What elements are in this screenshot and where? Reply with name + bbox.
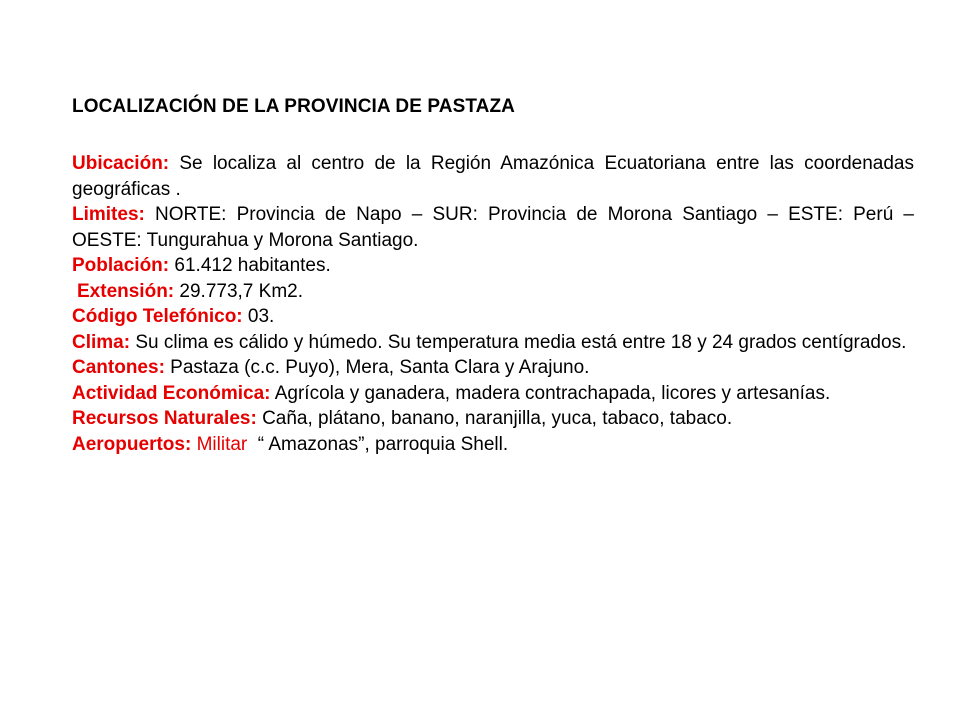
field-codigo bbox=[72, 304, 914, 330]
field-value: NORTE: Provincia de Napo – SUR: Provincia de Morona Santiago – ESTE: Perú – OESTE: Tungurahua y Morona Santiago. bbox=[72, 204, 914, 251]
field-value: 61.412 habitantes. bbox=[169, 255, 331, 276]
field-label: Extensión: bbox=[77, 280, 175, 302]
field-label: Código Telefónico: bbox=[72, 306, 243, 327]
field-value: Pastaza (c.c. Puyo), Mera, Santa Clara y Arajuno. bbox=[164, 357, 590, 378]
field-aeropuertos bbox=[72, 432, 914, 458]
field-recursos bbox=[72, 406, 914, 432]
field-limites bbox=[72, 202, 914, 253]
field-value: Su clima es cálido y húmedo. Su temperatura media está entre 18 y 24 grados centígrados. bbox=[130, 331, 907, 353]
field-value: Se localiza al centro de la Región Amazónica Ecuatoriana entre las coordenadas geográficas . bbox=[72, 153, 914, 200]
field-value: 29.773,7 Km2. bbox=[174, 280, 303, 302]
page-title: LOCALIZACIÓN DE LA PROVINCIA DE PASTAZA bbox=[72, 96, 516, 117]
field-label: Limites: bbox=[72, 204, 145, 225]
field-label: Población: bbox=[72, 255, 170, 276]
field-value: 03. bbox=[242, 306, 275, 327]
field-value: “ Amazonas”, parroquia Shell. bbox=[247, 433, 509, 455]
province-details bbox=[72, 151, 914, 457]
field-label: Actividad Económica: bbox=[72, 382, 271, 404]
field-poblacion bbox=[72, 253, 914, 279]
field-cantones bbox=[72, 355, 914, 381]
field-actividad bbox=[72, 381, 914, 407]
field-label: Aeropuertos: bbox=[72, 433, 192, 455]
field-extension bbox=[72, 279, 914, 305]
field-clima bbox=[72, 330, 914, 356]
field-value: Caña, plátano, banano, naranjilla, yuca, tabaco, tabaco. bbox=[256, 408, 733, 429]
field-label: Ubicación: bbox=[72, 153, 170, 174]
field-label: Recursos Naturales: bbox=[72, 408, 257, 429]
field-value-highlight: Militar bbox=[191, 433, 248, 455]
field-label: Clima: bbox=[72, 331, 131, 353]
field-ubicacion bbox=[72, 151, 914, 202]
field-label: Cantones: bbox=[72, 357, 165, 378]
field-value: Agrícola y ganadera, madera contrachapada, licores y artesanías. bbox=[270, 382, 831, 404]
